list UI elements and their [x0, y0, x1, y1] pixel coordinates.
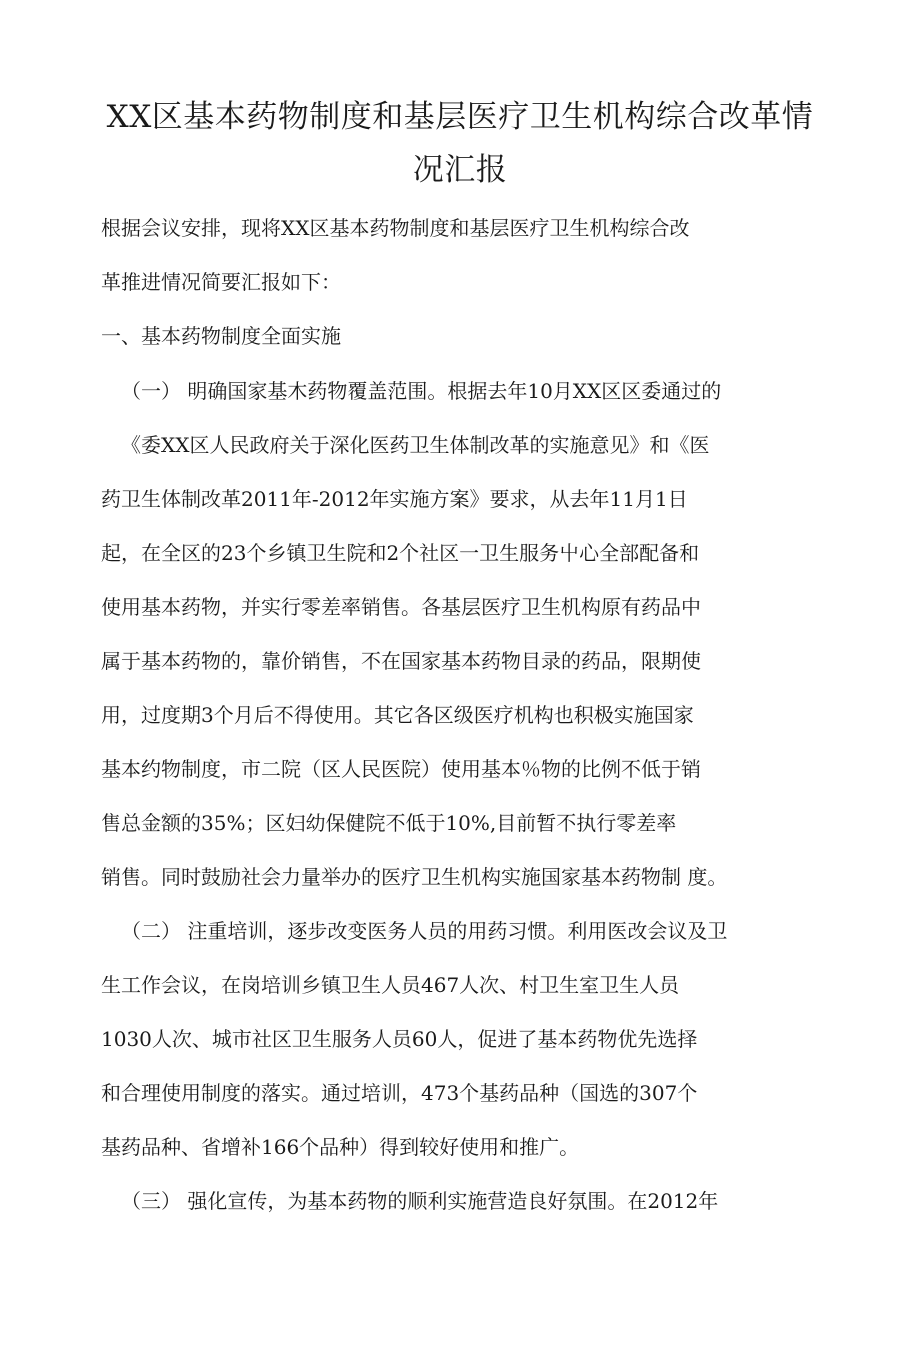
document-title-line-2: 况汇报 [412, 152, 508, 188]
paragraph-line: 使用基本药物，并实行零差率销售。各基层医疗卫生机构原有药品中 [101, 595, 701, 619]
paragraph-line: 和合理使用制度的落实。通过培训，473个基药品种（国选的307个 [101, 1081, 698, 1105]
paragraph-line: 药卫生体制改革2011年-2012年实施方案》要求，从去年11月1日 [101, 487, 688, 511]
paragraph-line: 1030人次、城市社区卫生服务人员60人，促进了基本药物优先选择 [101, 1027, 698, 1051]
paragraph-line: （三） 强化宣传，为基本药物的顺利实施营造良好氛围。在2012年 [121, 1189, 719, 1213]
paragraph-line: （二） 注重培训，逐步改变医务人员的用药习惯。利用医改会议及卫 [121, 919, 728, 943]
section-heading-1: 一、基本药物制度全面实施 [101, 324, 341, 348]
intro-line-1: 根据会议安排，现将XX区基本药物制度和基层医疗卫生机构综合改 [101, 216, 690, 240]
document-title-line-1: XX区基本药物制度和基层医疗卫生机构综合改革情 [106, 99, 814, 135]
paragraph-line: 基本约物制度，市二院（区人民医院）使用基本％物的比例不低于销 [101, 757, 701, 781]
paragraph-line: 起，在全区的23个乡镇卫生院和2个社区一卫生服务屮心全部配备和 [101, 541, 700, 565]
paragraph-line: （一） 明确国家基木药物覆盖范围。根据去年10月XX区区委通过的 [121, 379, 722, 403]
paragraph-line: 售总金额的35%；区妇幼保健院不低于10%,目前暂不执行零差率 [101, 811, 677, 835]
paragraph-line: 用，过度期3个月后不得使用。其它各区级医疗机构也积极实施国家 [101, 703, 694, 727]
paragraph-line: 基药品种、省增补166个品种）得到较好使用和推广。 [101, 1135, 580, 1159]
paragraph-line: 《委XX区人民政府关于深化医药卫生体制改革的实施意见》和《医 [121, 433, 710, 457]
paragraph-line: 属于基本药物的，靠价销售，不在国家基本药物目录的药品，限期使 [101, 649, 701, 673]
paragraph-line: 生工作会议，在岗培训乡镇卫生人员467人次、村卫生室卫生人员 [101, 973, 680, 997]
intro-line-2: 革推进情况简要汇报如下： [101, 270, 341, 294]
paragraph-line: 销售。同时鼓励社会力量举办的医疗卫生机构实施国家基本药物制 度。 [101, 865, 728, 889]
